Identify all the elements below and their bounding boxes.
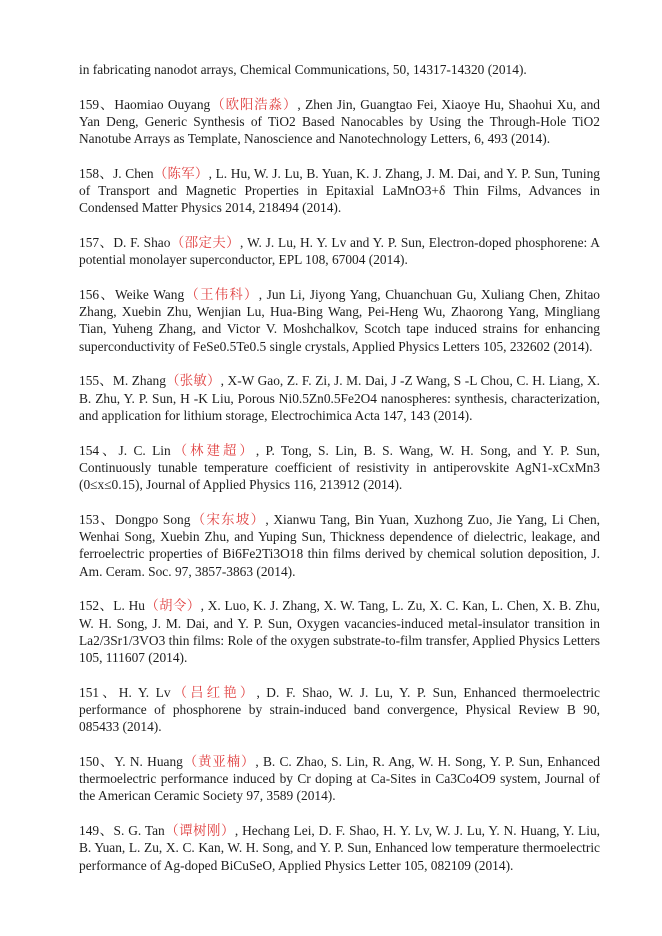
publication-entry bbox=[79, 597, 600, 666]
publication-entry bbox=[79, 684, 600, 736]
entry-chinese-name: （邵定夫） bbox=[170, 234, 240, 250]
entry-citation-text: , Zhen Jin, Guangtao Fei, Xiaoye Hu, Shaohui Xu, and Yan Deng, Generic Synthesis of TiO2 Based Nanocables by Using the Through-Hole TiO2 Nanotube Arrays as Template, Nanoscience and Nanotechnology Letters, 6, 493 (2014). bbox=[79, 96, 600, 147]
publication-entry bbox=[79, 822, 600, 874]
publication-entry bbox=[79, 165, 600, 217]
entry-number-and-author: 158、J. Chen bbox=[79, 165, 154, 181]
entry-citation-text: , Hechang Lei, D. F. Shao, H. Y. Lv, W. J. Lu, Y. N. Huang, Y. Liu, B. Yuan, L. Zu, X. C. Kan, W. H. Song, and Y. P. Sun, Enhanced low temperature thermoelectric performance of Ag-doped BiCuSeO, Applied Physics Letter 105, 082109 (2014). bbox=[79, 823, 600, 873]
entry-number-and-author: 154、J. C. Lin bbox=[79, 442, 171, 458]
publication-entry bbox=[79, 511, 600, 580]
entry-number-and-author: 150、Y. N. Huang bbox=[79, 753, 183, 769]
publication-entry bbox=[79, 442, 600, 494]
entry-number-and-author: 153、Dongpo Song bbox=[79, 511, 191, 527]
entry-chinese-name: （吕红艳） bbox=[170, 684, 257, 700]
entry-number-and-author: 156、Weike Wang bbox=[79, 286, 185, 302]
publication-entry bbox=[79, 234, 600, 269]
entry-citation-text: , Xianwu Tang, Bin Yuan, Xuzhong Zuo, Jie Yang, Li Chen, Wenhai Song, Xuebin Zhu, and Yuping Sun, Thickness dependence of dielectric, leakage, and ferroelectric properties of Bi6Fe2Ti3O18 thin films derived by chemical solution deposition, J. Am. Ceram. Soc. 97, 3857-3863 (2014). bbox=[79, 511, 600, 579]
entry-number-and-author: 155、M. Zhang bbox=[79, 373, 166, 389]
entry-citation-text: , W. J. Lu, H. Y. Lv and Y. P. Sun, Electron-doped phosphorene: A potential monolayer superconductor, EPL 108, 67004 (2014). bbox=[79, 234, 600, 268]
entry-citation-text: , X-W Gao, Z. F. Zi, J. M. Dai, J -Z Wang, S -L Chou, C. H. Liang, X. B. Zhu, Y. P. Sun, H -K Liu, Porous Ni0.5Zn0.5Fe2O4 nanospheres: synthesis, characterization, and application for lithium storage, Electrochimica Acta 147, 143 (2014). bbox=[79, 373, 600, 423]
entry-chinese-name: （陈军） bbox=[153, 165, 209, 181]
entry-number-and-author: 159、Haomiao Ouyang bbox=[79, 96, 211, 112]
entry-chinese-name: （林建超） bbox=[170, 442, 256, 458]
entry-chinese-name: （胡令） bbox=[144, 598, 201, 614]
publication-list bbox=[79, 96, 600, 874]
publication-entry bbox=[79, 372, 600, 424]
entry-chinese-name: （宋东坡） bbox=[190, 511, 266, 527]
publication-entry bbox=[79, 753, 600, 805]
entry-citation-text: , P. Tong, S. Lin, B. S. Wang, W. H. Song, and Y. P. Sun, Continuously tunable temperature coefficient of resistivity in antiperovskite AgN1-xCxMn3 (0≤x≤0.15), Journal of Applied Physics 116, 213912 (2014). bbox=[79, 442, 601, 493]
entry-citation-text: , D. F. Shao, W. J. Lu, Y. P. Sun, Enhanced thermoelectric performance of phosphorene by strain-induced band convergence, Physical Review B 90, 085433 (2014). bbox=[79, 684, 600, 735]
intro-fragment-paragraph: in fabricating nanodot arrays, Chemical Communications, 50, 14317-14320 (2014). bbox=[79, 62, 527, 77]
entry-chinese-name: （张敏） bbox=[165, 373, 221, 389]
publication-entry bbox=[79, 286, 600, 355]
entry-chinese-name: （谭树刚） bbox=[164, 823, 235, 839]
entry-chinese-name: （黄亚楠） bbox=[182, 753, 256, 769]
entry-number-and-author: 152、L. Hu bbox=[79, 598, 145, 614]
entry-chinese-name: （欧阳浩淼） bbox=[210, 96, 298, 112]
entry-chinese-name: （王伟科） bbox=[184, 286, 259, 302]
entry-citation-text: , X. Luo, K. J. Zhang, X. W. Tang, L. Zu, X. C. Kan, L. Chen, X. B. Zhu, W. H. Song, J. M. Dai, and Y. P. Sun, Oxygen vacancies-induced metal-insulator transition in La2/3Sr1/3VO3 thin films: Role of the oxygen substrate-to-film transfer, Applied Physics Letters 105, 111607 (2014). bbox=[79, 598, 601, 666]
publication-entry bbox=[79, 96, 600, 148]
entry-number-and-author: 157、D. F. Shao bbox=[79, 234, 171, 250]
entry-citation-text: , Jun Li, Jiyong Yang, Chuanchuan Gu, Xuliang Chen, Zhitao Zhang, Xuebin Zhu, Wenjian Lu, Hua-Bing Wang, Pei-Heng Wu, Zhaorong Yang, Mingliang Tian, Yuheng Zhang, and Victor V. Moshchalkov, Scotch tape induced strains for enhancing superconductivity of FeSe0.5Te0.5 single crystals, Applied Physics Letters 105, 232602 (2014). bbox=[79, 286, 600, 354]
entry-citation-text: , B. C. Zhao, S. Lin, R. Ang, W. H. Song, Y. P. Sun, Enhanced thermoelectric performance induced by Cr doping at Ca-Sites in Ca3Co4O9 system, Journal of the American Ceramic Society 97, 3589 (2014). bbox=[79, 753, 600, 804]
entry-number-and-author: 151、H. Y. Lv bbox=[79, 684, 171, 700]
entry-citation-text: , L. Hu, W. J. Lu, B. Yuan, K. J. Zhang, J. M. Dai, and Y. P. Sun, Tuning of Transport and Magnetic Properties in Epitaxial LaMnO3+δ Thin Films, Advances in Condensed Matter Physics 2014, 218494 (2014). bbox=[79, 165, 600, 216]
entry-number-and-author: 149、S. G. Tan bbox=[79, 823, 165, 839]
